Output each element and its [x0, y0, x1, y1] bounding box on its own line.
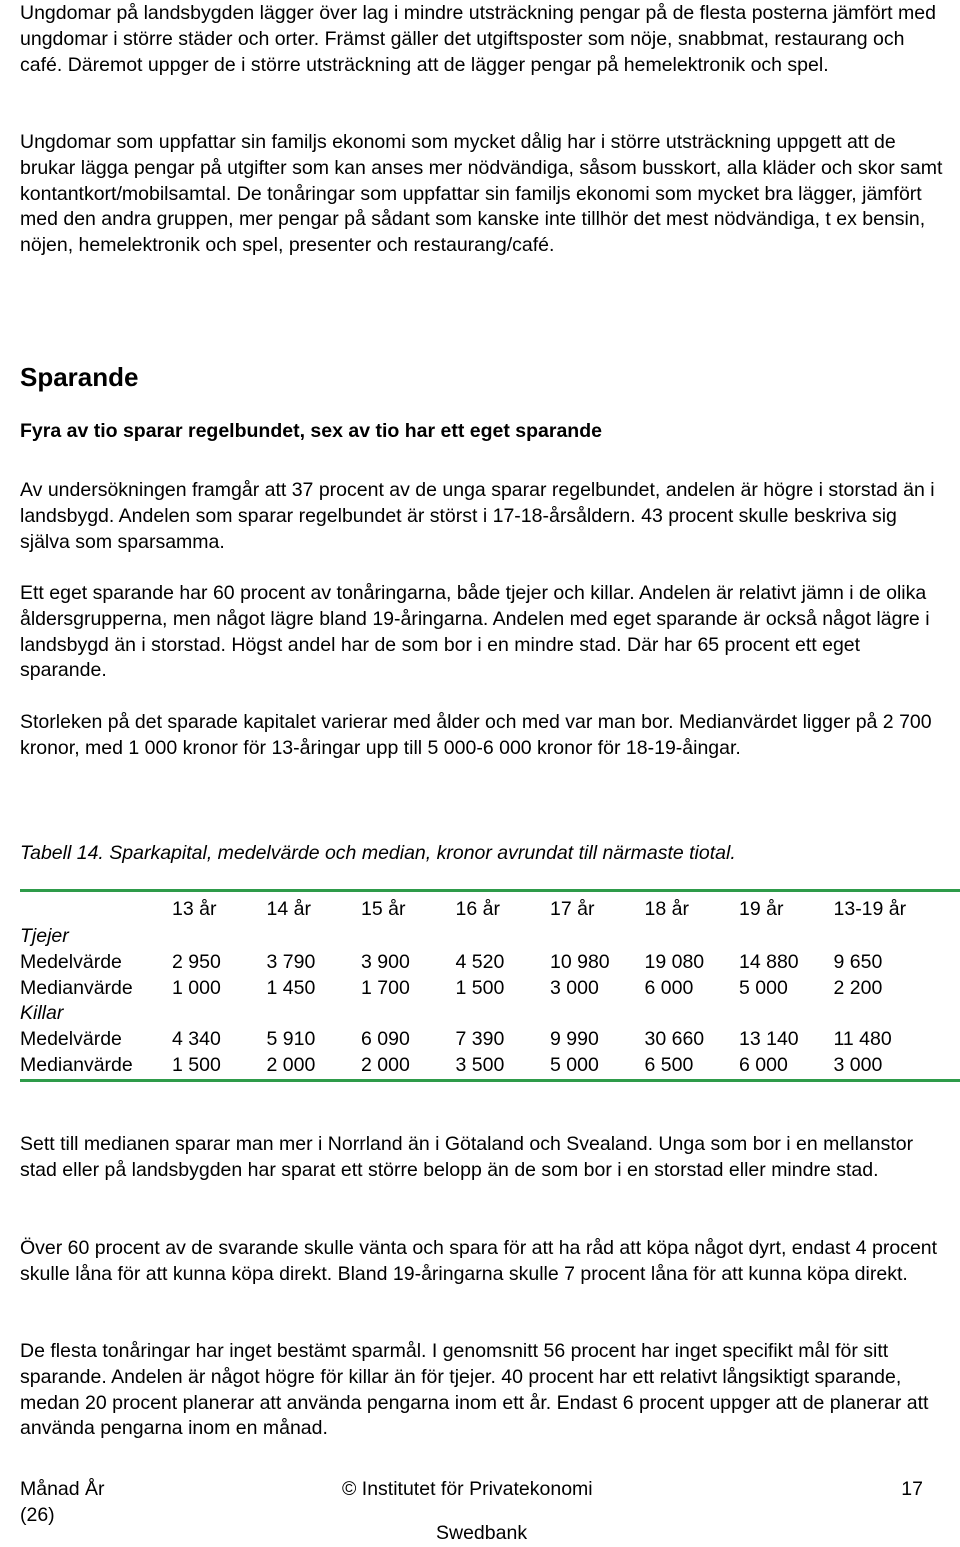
table-row [20, 1053, 960, 1080]
paragraph: Av undersökningen framgår att 37 procent av de unga sparar regelbundet, andelen är högre i storstad än i landsbygd. Andelen som sparar regelbundet är störst i 17-18-årsåldern. 43 procent skulle beskriva sig själva som sparsamma. [20, 478, 945, 555]
table-cell: 2 950 [172, 950, 267, 976]
table-cell: 5 000 [550, 1053, 645, 1080]
table-cell: 9 990 [550, 1027, 645, 1053]
table-cell: 5 000 [739, 976, 834, 1002]
table-cell: 3 500 [456, 1053, 551, 1080]
table-cell: 10 980 [550, 950, 645, 976]
row-label: Medelvärde [20, 950, 172, 976]
table-cell: 2 000 [361, 1053, 456, 1080]
table-cell: 1 500 [172, 1053, 267, 1080]
table-cell: 2 200 [834, 976, 960, 1002]
table-header-cell [20, 891, 172, 925]
sparkapital-table [20, 889, 960, 1082]
table-header-cell: 14 år [267, 891, 362, 925]
row-label: Medelvärde [20, 1027, 172, 1053]
table-row [20, 1027, 960, 1053]
table-cell: 3 790 [267, 950, 362, 976]
footer-sponsor: Swedbank [436, 1521, 527, 1547]
table-group-row [20, 1001, 960, 1027]
table-cell: 7 390 [456, 1027, 551, 1053]
paragraph: Storleken på det sparade kapitalet varierar med ålder och med var man bor. Medianvärdet ligger på 2 700 kronor, med 1 000 kronor för 13-åringar upp till 5 000-6 000 kronor för 18-19-åingar. [20, 710, 945, 762]
row-label: Medianvärde [20, 1053, 172, 1080]
section-heading: Sparande [20, 362, 139, 392]
table-cell: 1 700 [361, 976, 456, 1002]
table-header-cell: 13-19 år [834, 891, 960, 925]
table-header-cell: 16 år [456, 891, 551, 925]
table-cell: 5 910 [267, 1027, 362, 1053]
table-header-cell: 18 år [645, 891, 740, 925]
table-cell: 19 080 [645, 950, 740, 976]
table-cell: 3 000 [834, 1053, 960, 1080]
table-caption: Tabell 14. Sparkapital, medelvärde och median, kronor avrundat till närmaste tiotal. [20, 841, 736, 867]
table-cell: 6 000 [739, 1053, 834, 1080]
table-cell: 3 000 [550, 976, 645, 1002]
table-cell: 2 000 [267, 1053, 362, 1080]
table-header-cell: 17 år [550, 891, 645, 925]
group-label: Tjejer [20, 924, 960, 950]
table-cell: 3 900 [361, 950, 456, 976]
paragraph: De flesta tonåringar har inget bestämt sparmål. I genomsnitt 56 procent har inget specifikt mål för sitt sparande. Andelen är något högre för killar än för tjejer. 40 procent har ett relativt långsiktigt sparande, medan 20 procent planerar att använda pengarna inom ett år. Endast 6 procent uppger att de planerar att använda pengarna inom en månad. [20, 1339, 945, 1442]
page-number: 17 [901, 1477, 923, 1503]
footer-issue: (26) [20, 1503, 55, 1529]
table-cell: 6 000 [645, 976, 740, 1002]
table-cell: 1 000 [172, 976, 267, 1002]
group-label: Killar [20, 1001, 960, 1027]
paragraph: Sett till medianen sparar man mer i Norrland än i Götaland och Svealand. Unga som bor i en mellanstor stad eller på landsbygden har sparat ett större belopp än de som bor i en storstad eller mindre stad. [20, 1132, 945, 1184]
footer-date: Månad År [20, 1477, 105, 1503]
row-label: Medianvärde [20, 976, 172, 1002]
table-group-row [20, 924, 960, 950]
table-cell: 9 650 [834, 950, 960, 976]
footer-publisher: © Institutet för Privatekonomi [342, 1477, 593, 1503]
table-header-row [20, 891, 960, 925]
table-header-cell: 13 år [172, 891, 267, 925]
table-cell: 13 140 [739, 1027, 834, 1053]
table-header-cell: 15 år [361, 891, 456, 925]
table-cell: 1 500 [456, 976, 551, 1002]
paragraph: Över 60 procent av de svarande skulle vänta och spara för att ha råd att köpa något dyrt, endast 4 procent skulle låna för att kunna köpa direkt. Bland 19-åringarna skulle 7 procent låna för att kunna köpa direkt. [20, 1236, 945, 1288]
table-cell: 6 090 [361, 1027, 456, 1053]
paragraph: Ungdomar som uppfattar sin familjs ekonomi som mycket dålig har i större utsträckning uppgett att de brukar lägga pengar på utgifter som kan anses mer nödvändiga, såsom busskort, alla kläder och skor samt kontantkort/mobilsamtal. De tonåringar som uppfattar sin familjs ekonomi som mycket bra lägger, jämfört med den andra gruppen, mer pengar på sådant som kanske inte tillhör det mest nödvändiga, t ex bensin, nöjen, hemelektronik och spel, presenter och restaurang/café. [20, 130, 945, 259]
table-header-cell: 19 år [739, 891, 834, 925]
table-cell: 1 450 [267, 976, 362, 1002]
paragraph: Ett eget sparande har 60 procent av tonåringarna, både tjejer och killar. Andelen är relativt jämn i de olika åldersgrupperna, men något lägre bland 19-åringarna. Andelen med eget sparande är också något lägre i landsbygd än i storstad. Högst andel har de som bor i en mindre stad. Där har 65 procent ett eget sparande. [20, 581, 945, 684]
paragraph: Ungdomar på landsbygden lägger över lag i mindre utsträckning pengar på de flesta posterna jämfört med ungdomar i större städer och orter. Främst gäller det utgiftsposter som nöje, snabbmat, restaurang och café. Däremot uppger de i större utsträckning att de lägger pengar på hemelektronik och spel. [20, 1, 945, 78]
table-cell: 4 340 [172, 1027, 267, 1053]
table-cell: 6 500 [645, 1053, 740, 1080]
table-cell: 4 520 [456, 950, 551, 976]
table-row [20, 950, 960, 976]
table-cell: 30 660 [645, 1027, 740, 1053]
table-cell: 11 480 [834, 1027, 960, 1053]
table-cell: 14 880 [739, 950, 834, 976]
subheading: Fyra av tio sparar regelbundet, sex av tio har ett eget sparande [20, 419, 602, 444]
table-row [20, 976, 960, 1002]
